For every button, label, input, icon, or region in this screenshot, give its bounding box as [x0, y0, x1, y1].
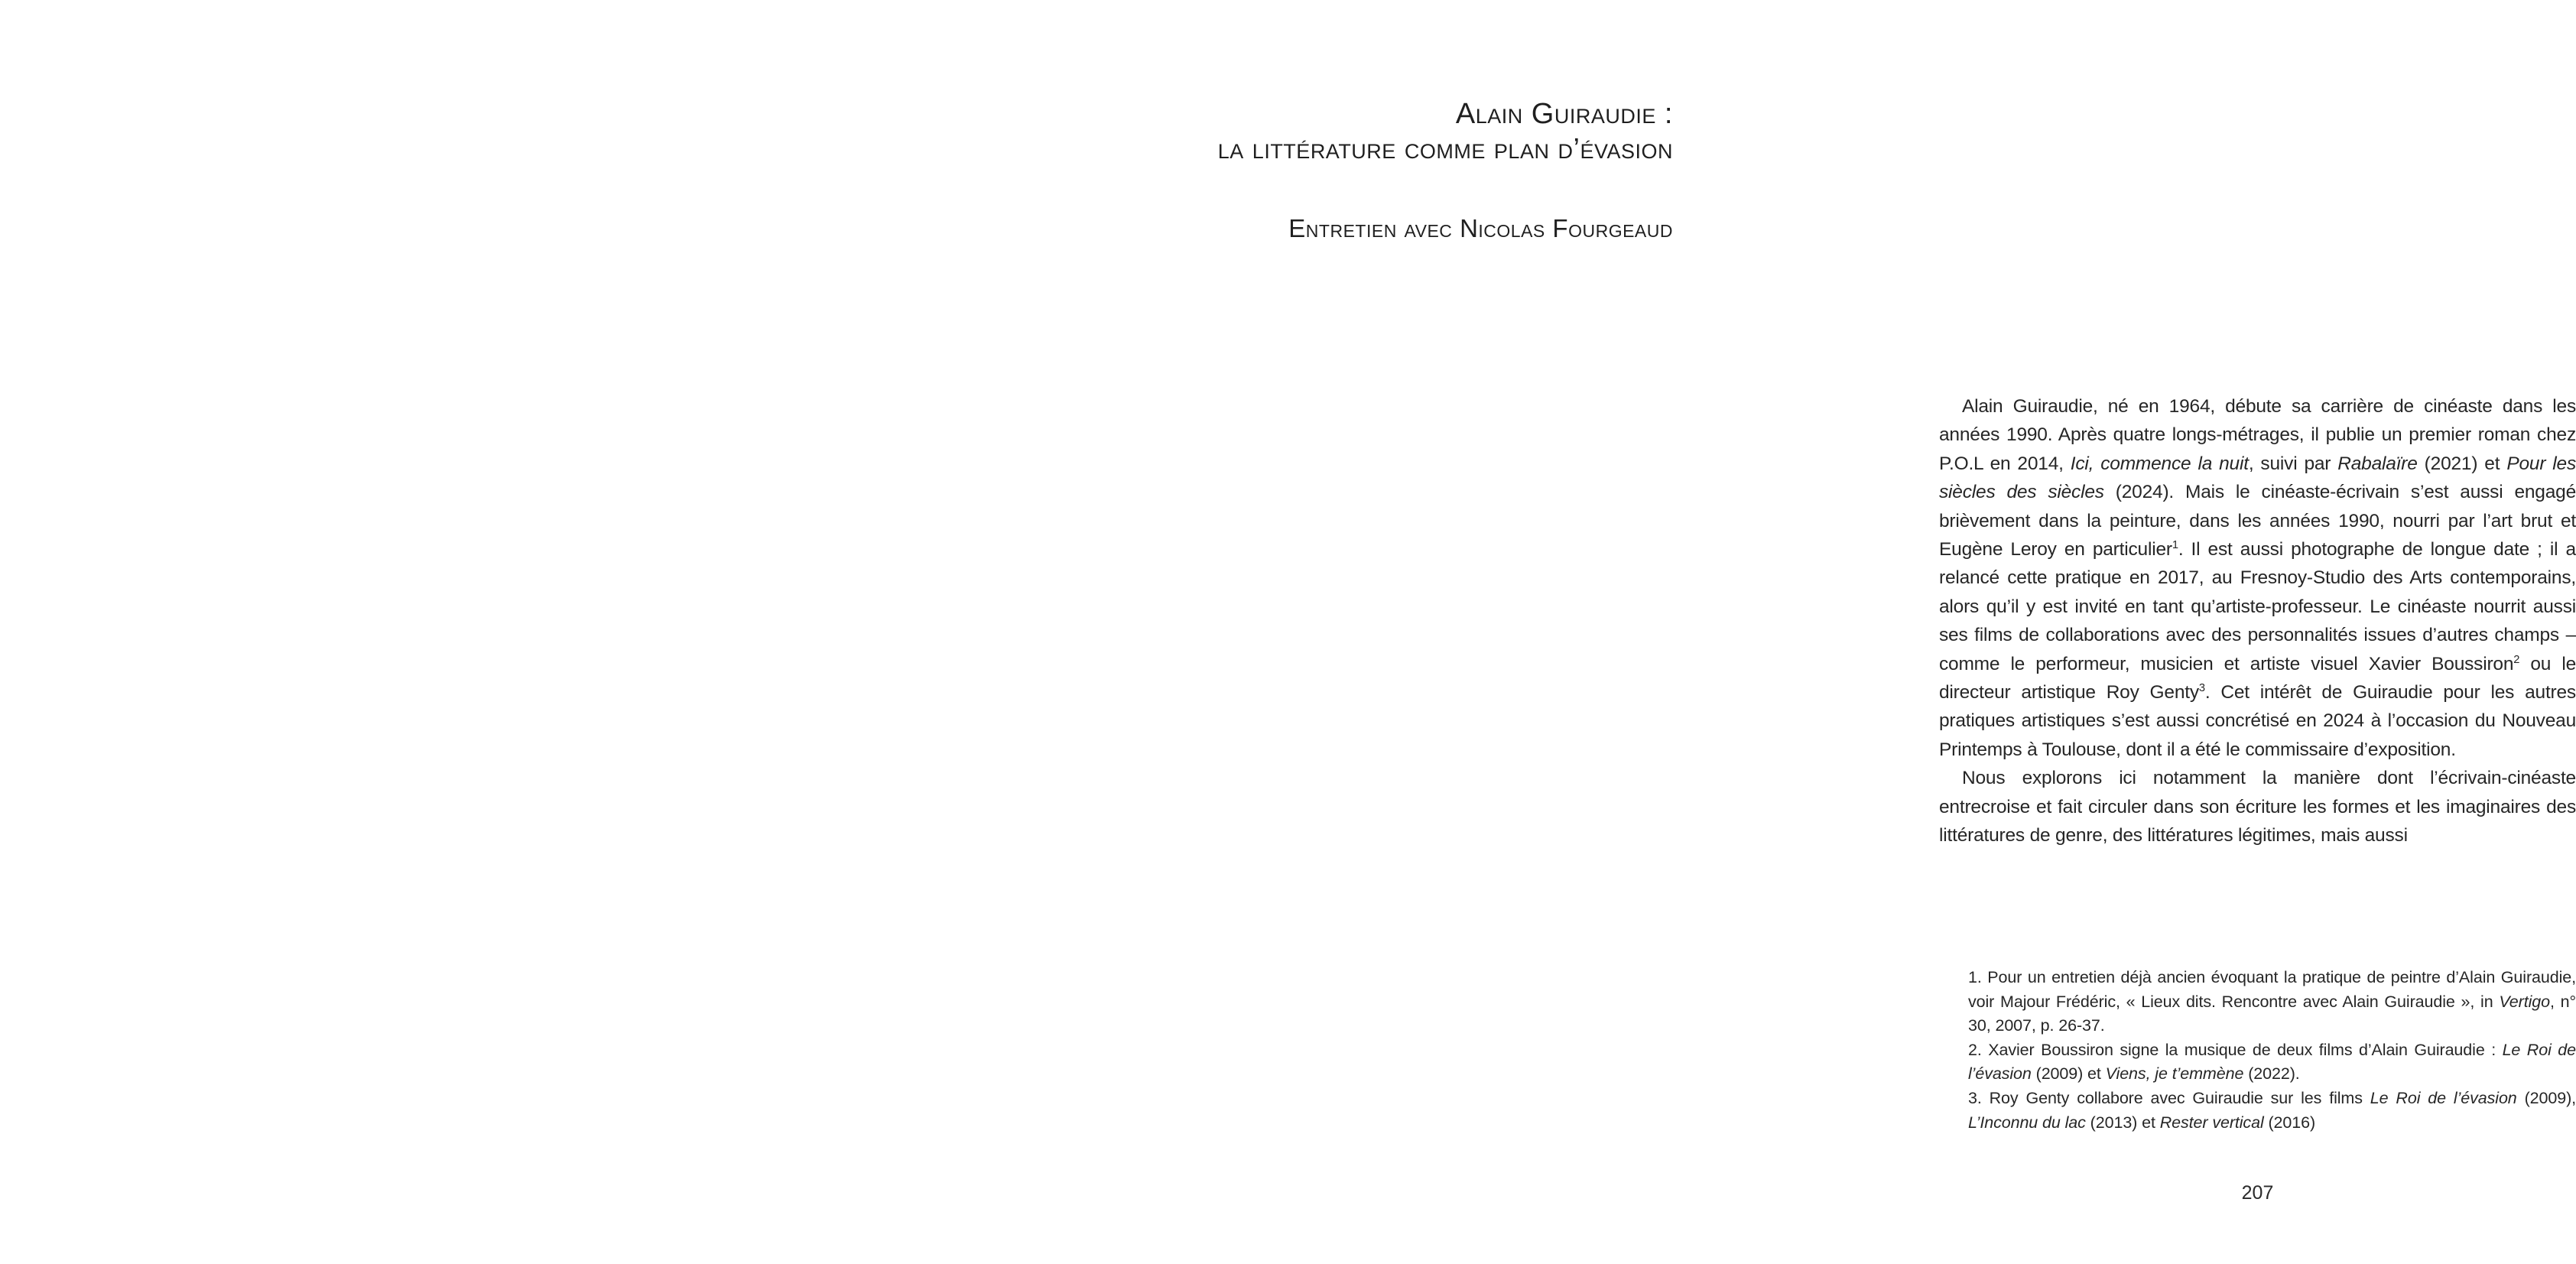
- left-page-blank: [0, 0, 903, 1264]
- article-title-line1: Alain Guiraudie :: [1455, 98, 1673, 130]
- footnote: [1968, 1038, 2576, 1087]
- work-title: Viens, je t’emmène: [2105, 1064, 2244, 1084]
- footnote-reference: 1: [2172, 538, 2178, 551]
- work-title: Pour les siècles des siècles: [1939, 453, 2576, 503]
- text-run: Alain Guiraudie, né en 1964, débute sa carrière de cinéaste dans les années 1990. Après quatre longs-métrages, il publie un premier roman chez P.O.L en 2014,: [1939, 396, 2576, 474]
- body-paragraph: [1939, 764, 2576, 850]
- text-run: , suivi par: [2248, 453, 2338, 474]
- text-run: (2009) et: [2031, 1064, 2106, 1084]
- page-number: 207: [2241, 1182, 2274, 1204]
- text-run: . Il est aussi photographe de longue date ; il a relancé cette pratique en 2017, au Fresnoy-Studio des Arts contemporains, alors qu’il y est invité en tant qu’artiste-professeur. Le cinéaste nourrit aussi ses films de collaborations avec des personnalités issues d’autres champs – comme le performeur, musicien et artiste visuel Xavier Boussiron: [1939, 539, 2576, 674]
- article-title-line2: la littérature comme plan d’évasion: [1217, 133, 1673, 165]
- article-subtitle: Entretien avec Nicolas Fourgeaud: [1288, 214, 1673, 242]
- work-title: Rabalaïre: [2337, 453, 2418, 474]
- article-title: [1218, 96, 1673, 167]
- text-run: (2009),: [2516, 1088, 2576, 1107]
- text-run: . Cet intérêt de Guiraudie pour les autres pratiques artistiques s’est aussi concrétisé en 2024 à l’occasion du Nouveau Printemps à Toulouse, dont il a été le commissaire d’exposition.: [1939, 682, 2576, 760]
- text-run: (2022).: [2243, 1064, 2300, 1084]
- text-run: (2024). Mais le cinéaste-écrivain s’est aussi engagé brièvement dans la peinture, dans les années 1990, nourri par l’art brut et Eugène Leroy en particulier: [1939, 482, 2576, 561]
- text-run: , n° 30, 2007, p. 26-37.: [1968, 992, 2576, 1035]
- text-run: (2016): [2263, 1113, 2316, 1132]
- text-run: 2. Xavier Boussiron signe la musique de deux films d’Alain Guiraudie :: [1968, 1040, 2503, 1059]
- work-title: L’Inconnu du lac: [1968, 1113, 2086, 1132]
- work-title: Le Roi de l’évasion: [1968, 1040, 2576, 1084]
- footnotes-block: [1968, 966, 2576, 1135]
- footnote: [1968, 1087, 2576, 1135]
- text-run: 3. Roy Genty collabore avec Guiraudie sur les films: [1968, 1088, 2370, 1107]
- work-title: Le Roi de l’évasion: [2370, 1088, 2517, 1107]
- work-title: Rester vertical: [2159, 1113, 2264, 1132]
- text-run: (2013) et: [2085, 1113, 2160, 1132]
- text-run: Nous explorons ici notamment la manière dont l’écrivain-cinéaste entrecroise et fait circuler dans son écriture les formes et les imaginaires des littératures de genre, des littératures légitimes, mais aussi: [1939, 768, 2576, 846]
- text-run: ou le directeur artistique Roy Genty: [1939, 653, 2576, 703]
- footnote: [1968, 966, 2576, 1038]
- text-run: (2021) et: [2417, 453, 2507, 474]
- work-title: Ici, commence la nuit: [2070, 453, 2249, 474]
- footnote-reference: 3: [2198, 681, 2205, 694]
- footnote-reference: 2: [2513, 653, 2520, 666]
- right-page: [903, 0, 2576, 1264]
- body-paragraph: [1939, 392, 2576, 764]
- article-body: [1939, 392, 2576, 850]
- work-title: Vertigo: [2499, 992, 2550, 1011]
- text-run: 1. Pour un entretien déjà ancien évoquant la pratique de peintre d’Alain Guiraudie, voir Majour Frédéric, « Lieux dits. Rencontre avec Alain Guiraudie », in: [1968, 968, 2576, 1011]
